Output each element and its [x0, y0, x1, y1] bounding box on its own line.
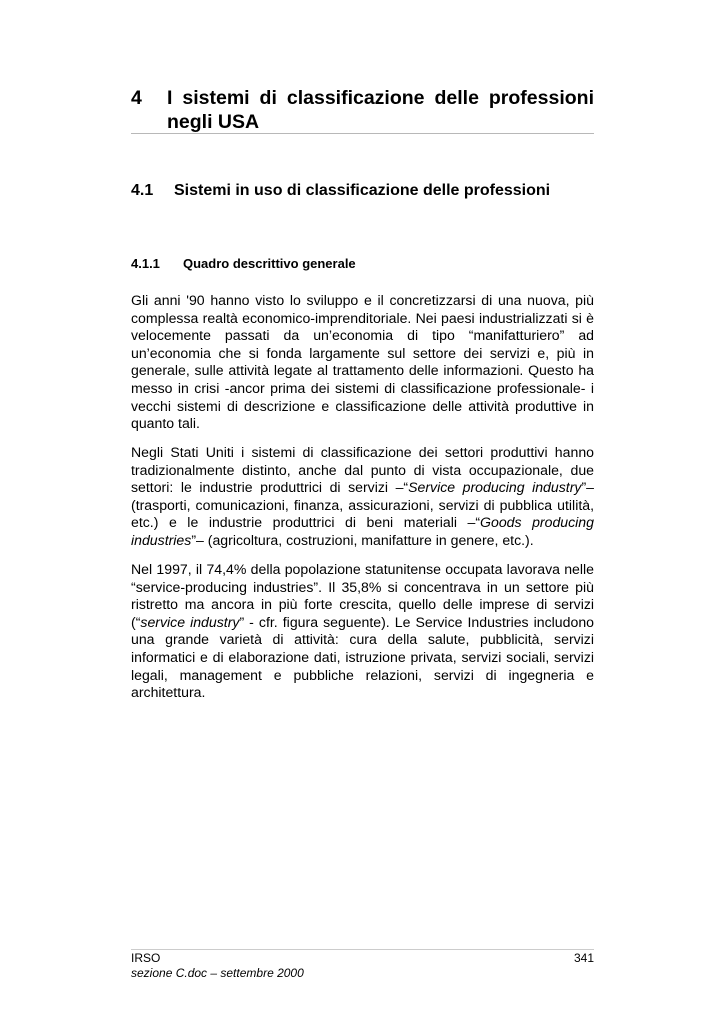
chapter-heading: [131, 86, 594, 134]
paragraph-statistics: [131, 561, 594, 702]
term-service-producing: Service producing industry: [408, 479, 582, 496]
subsection-heading: [131, 255, 594, 273]
footer-file-info: sezione C.doc – settembre 2000: [131, 966, 304, 980]
page-footer: [131, 951, 594, 981]
term-service-industry: service industry: [140, 613, 240, 630]
page-number: 341: [573, 951, 594, 965]
paragraph-text: ”– (trasporti, comunicazioni, finanza, assicurazioni, servizi di pubblica utilità, etc.) e le industrie produttrici di beni materiali –“: [131, 479, 594, 531]
paragraph-text: ”– (agricoltura, costruzioni, manifatture in genere, etc.).: [191, 531, 534, 548]
paragraph-intro: Gli anni '90 hanno visto lo sviluppo e il concretizzarsi di una nuova, più complessa realtà economico-imprenditoriale. Nei paesi industrializzati si è velocemente passati da un’economia di tipo “manifatturiero” ad un’economia che si fonda largamente sul settore dei servizi e, più in generale, sulle attività legate al trattamento delle informazioni. Questo ha messo in crisi -ancor prima dei sistemi di classificazione professionale- i vecchi sistemi di descrizione e classificazione delle attività produttive in quanto tali.: [131, 292, 594, 432]
chapter-divider: [131, 133, 594, 134]
paragraph-text: Nel 1997, il 74,4% della popolazione statunitense occupata lavorava nelle “service-producing industries”. Il 35,8% si concentrava in un settore più ristretto ma ancora in più forte crescita, quello delle imprese di servizi (“: [131, 561, 594, 630]
subsection-number: 4.1.1: [131, 256, 160, 271]
paragraph-text: ” - cfr. figura seguente). Le Service Industries includono una grande varietà di attività: cura della salute, pubblicità, servizi informatici e di elaborazione dati, istruzione privata, servizi sociali, servizi legali, management e pubbliche relazioni, servizi di ingegneria e architettura.: [131, 613, 594, 701]
paragraph-text: Negli Stati Uniti i sistemi di classificazione dei settori produttivi hanno tradizionalmente distinto, anche dal punto di vista occupazionale, due settori: le industrie produttrici di servizi –“: [131, 444, 594, 496]
section-title: Sistemi in uso di classificazione delle professioni: [174, 182, 551, 199]
chapter-title: I sistemi di classificazione delle professioni negli USA: [167, 87, 594, 133]
paragraph-usa-sectors: [131, 444, 594, 550]
section-heading: [131, 181, 594, 201]
footer-divider: [131, 949, 594, 950]
term-goods-producing: Goods producing industries: [131, 514, 594, 548]
section-number: 4.1: [131, 182, 154, 199]
footer-org: IRSO: [131, 951, 161, 965]
chapter-number: 4: [131, 87, 142, 109]
subsection-title: Quadro descrittivo generale: [183, 256, 356, 271]
